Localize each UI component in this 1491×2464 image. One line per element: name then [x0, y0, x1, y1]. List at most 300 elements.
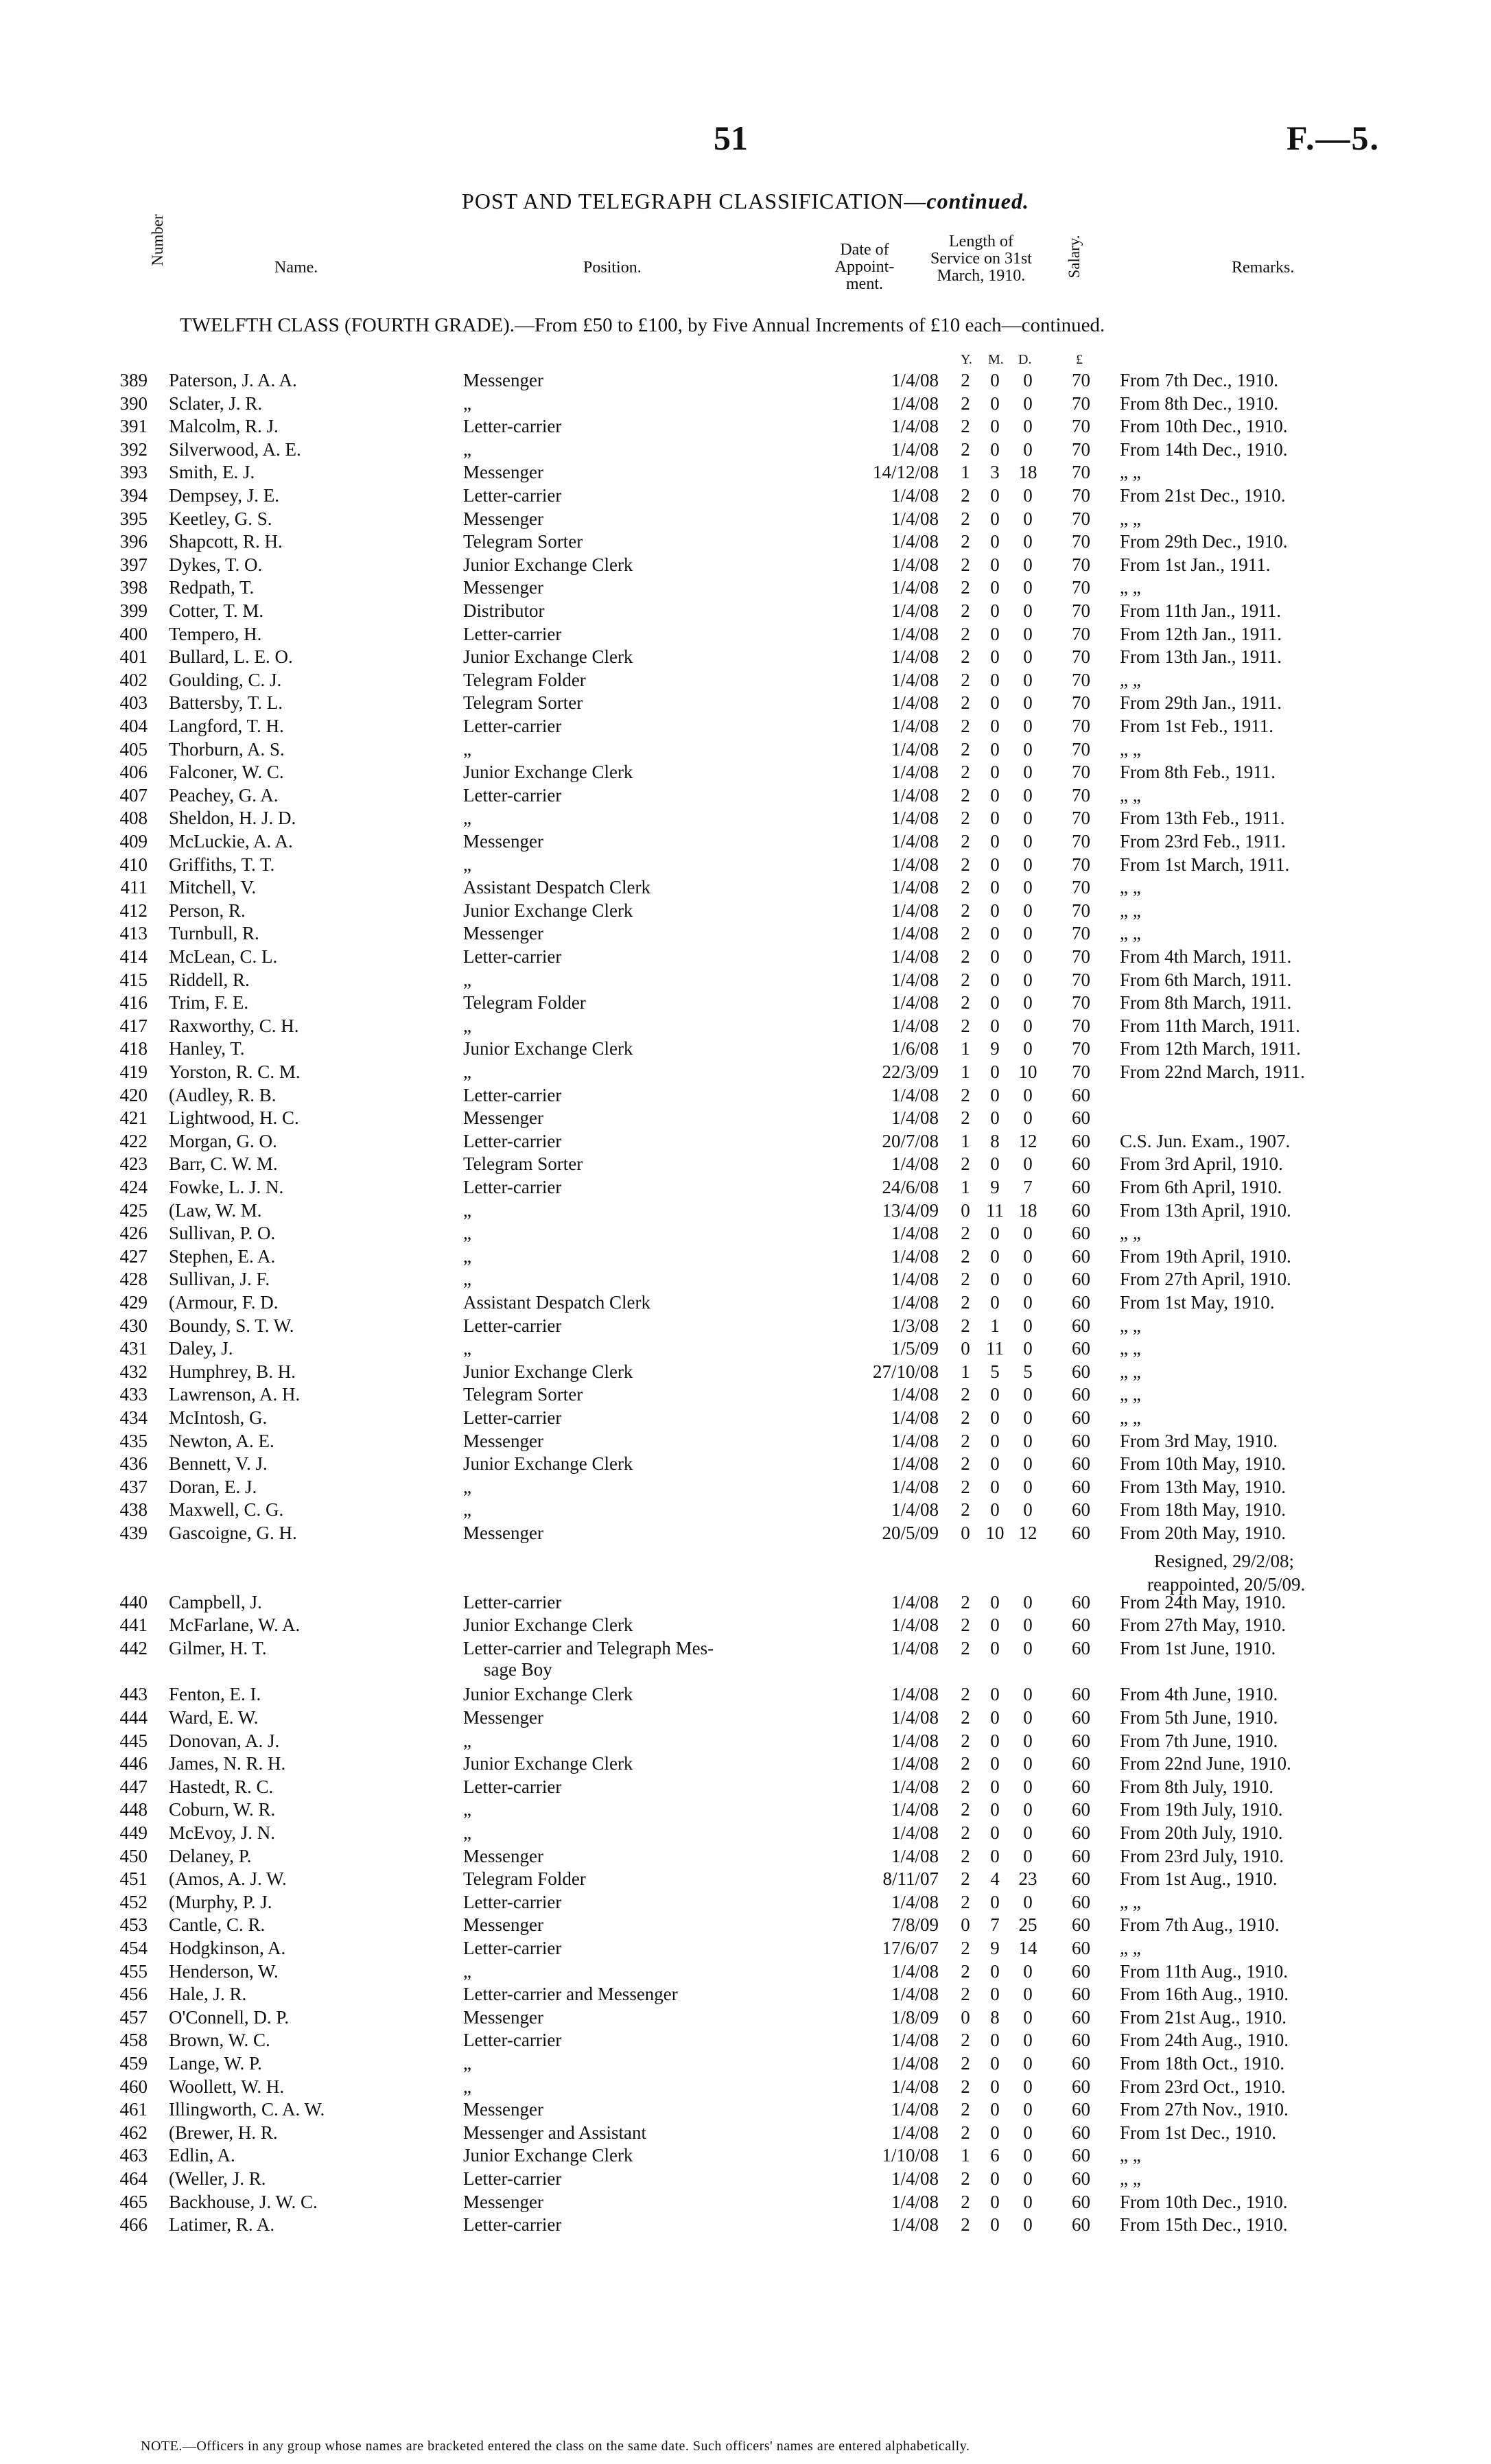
document-reference: F.—5. [1287, 119, 1380, 157]
row-years: 2 [961, 646, 970, 668]
row-months: 0 [990, 1684, 1000, 1705]
row-salary: 60 [1072, 1938, 1090, 1958]
row-days: 0 [1023, 2168, 1033, 2189]
row-position: Messenger [463, 1707, 543, 1728]
row-number: 414 [119, 946, 148, 967]
row-date: 1/4/08 [891, 2053, 939, 2074]
row-years: 2 [961, 1684, 970, 1705]
row-number: 407 [119, 784, 148, 806]
row-months: 4 [990, 1868, 1000, 1890]
row-number: 428 [119, 1269, 148, 1290]
row-salary: 60 [1072, 1315, 1090, 1336]
row-days: 0 [1023, 2191, 1033, 2212]
row-name: Backhouse, J. W. C. [169, 2191, 318, 2212]
row-number: 438 [119, 1499, 148, 1521]
row-months: 0 [990, 1015, 1000, 1036]
row-years: 0 [961, 2006, 970, 2028]
row-number: 452 [119, 1891, 148, 1912]
row-position: „ [463, 392, 471, 414]
row-days: 0 [1023, 2214, 1033, 2236]
table-row [0, 1268, 1491, 1291]
row-years: 2 [961, 923, 970, 944]
row-position: „ [463, 1730, 471, 1751]
row-date: 1/4/08 [891, 2168, 939, 2189]
row-position: Junior Exchange Clerk [463, 1753, 633, 1774]
row-remarks: From 13th May, 1910. [1120, 1476, 1286, 1497]
row-date: 1/4/08 [891, 1084, 939, 1105]
row-number: 416 [119, 992, 148, 1013]
row-salary: 60 [1072, 1199, 1090, 1221]
row-salary: 60 [1072, 1799, 1090, 1820]
row-remarks: From 10th Dec., 1910. [1120, 416, 1288, 437]
row-position: „ [463, 1061, 471, 1082]
row-name: Donovan, A. J. [169, 1730, 280, 1751]
row-position: „ [463, 1223, 471, 1244]
row-months: 3 [990, 462, 1000, 483]
table-row [0, 784, 1491, 808]
row-remarks: From 5th June, 1910. [1120, 1707, 1278, 1728]
row-months: 10 [985, 1523, 1005, 1543]
row-date: 1/4/08 [891, 1476, 939, 1497]
row-position: Messenger and Assistant [463, 2122, 646, 2143]
row-salary: 60 [1072, 1269, 1090, 1290]
row-remarks: From 1st May, 1910. [1120, 1292, 1275, 1313]
row-position: Junior Exchange Clerk [463, 900, 633, 921]
row-number: 422 [119, 1130, 148, 1151]
row-position: Messenger [463, 1914, 543, 1936]
row-number: 390 [119, 392, 148, 414]
row-months: 5 [990, 1361, 1000, 1382]
row-date: 1/4/08 [891, 1799, 939, 1820]
row-name: Fowke, L. J. N. [169, 1177, 284, 1197]
row-position: „ [463, 1499, 471, 1521]
row-salary: 60 [1072, 1476, 1090, 1497]
row-date: 1/4/08 [891, 1684, 939, 1705]
row-number: 456 [119, 1984, 148, 2005]
row-date: 1/4/08 [891, 508, 939, 529]
row-remarks: „ „ [1120, 462, 1141, 483]
row-salary: 60 [1072, 1591, 1090, 1612]
row-days: 0 [1023, 1891, 1033, 1912]
row-position: „ [463, 1960, 471, 1982]
row-salary: 60 [1072, 2214, 1090, 2236]
row-date: 7/8/09 [891, 1914, 939, 1936]
row-number: 413 [119, 923, 148, 944]
row-years: 2 [961, 2099, 970, 2120]
row-number: 442 [119, 1637, 148, 1658]
row-months: 0 [990, 2030, 1000, 2051]
row-days: 0 [1023, 784, 1033, 806]
row-name: Gascoigne, G. H. [169, 1523, 297, 1543]
row-years: 2 [961, 508, 970, 529]
row-remarks: From 1st Feb., 1911. [1120, 716, 1274, 736]
row-name: Griffiths, T. T. [169, 854, 275, 875]
row-salary: 60 [1072, 1914, 1090, 1936]
row-years: 2 [961, 554, 970, 575]
row-position: Letter-carrier [463, 416, 562, 437]
row-remarks: From 1st Dec., 1910. [1120, 2122, 1276, 2143]
row-remarks: „ „ [1120, 784, 1141, 806]
row-remarks: From 8th July, 1910. [1120, 1776, 1274, 1797]
row-days: 0 [1023, 438, 1033, 460]
row-name: Redpath, T. [169, 577, 255, 598]
row-days: 18 [1018, 1199, 1037, 1221]
row-months: 0 [990, 2168, 1000, 2189]
row-salary: 70 [1072, 762, 1090, 783]
row-number: 443 [119, 1684, 148, 1705]
row-months: 0 [990, 623, 1000, 644]
row-position: Junior Exchange Clerk [463, 1038, 633, 1059]
table-row [0, 2029, 1491, 2052]
row-date: 1/4/08 [891, 1984, 939, 2005]
row-months: 6 [990, 2145, 1000, 2166]
years-label: Y. [961, 352, 972, 367]
row-salary: 70 [1072, 1015, 1090, 1036]
row-number: 397 [119, 554, 148, 575]
row-number: 465 [119, 2191, 148, 2212]
table-row [0, 2076, 1491, 2099]
row-months: 0 [990, 531, 1000, 552]
row-position: Telegram Sorter [463, 1384, 583, 1405]
row-days: 0 [1023, 1799, 1033, 1820]
page-number: 51 [714, 119, 748, 157]
row-date: 1/4/08 [891, 762, 939, 783]
row-date: 1/4/08 [891, 808, 939, 829]
table-row [0, 1407, 1491, 1430]
table-row [0, 392, 1491, 416]
row-position: Telegram Sorter [463, 531, 583, 552]
row-years: 2 [961, 808, 970, 829]
row-name: Malcolm, R. J. [169, 416, 279, 437]
row-number: 406 [119, 762, 148, 783]
row-remarks: From 22nd March, 1911. [1120, 1061, 1305, 1082]
header-number: Number [149, 214, 166, 266]
row-days: 0 [1023, 1499, 1033, 1521]
row-salary: 60 [1072, 2145, 1090, 2166]
row-remarks: From 11th Jan., 1911. [1120, 600, 1281, 621]
table-row [0, 1983, 1491, 2006]
row-years: 2 [961, 1476, 970, 1497]
row-days: 0 [1023, 646, 1033, 668]
row-name: Daley, J. [169, 1338, 233, 1359]
row-months: 0 [990, 762, 1000, 783]
header-date: Date of Appoint-ment. [834, 241, 895, 294]
row-years: 2 [961, 600, 970, 621]
row-name: Maxwell, C. G. [169, 1499, 284, 1521]
row-months: 0 [990, 1107, 1000, 1129]
row-number: 446 [119, 1753, 148, 1774]
row-name: Illingworth, C. A. W. [169, 2099, 325, 2120]
row-date: 22/3/09 [882, 1061, 939, 1082]
row-remarks: C.S. Jun. Exam., 1907. [1120, 1130, 1291, 1151]
row-remarks: From 23rd Oct., 1910. [1120, 2076, 1286, 2097]
row-days: 0 [1023, 1292, 1033, 1313]
row-remarks: From 19th July, 1910. [1120, 1799, 1283, 1820]
row-date: 1/4/08 [891, 877, 939, 898]
row-date: 24/6/08 [882, 1177, 939, 1197]
row-years: 2 [961, 2168, 970, 2189]
row-days: 0 [1023, 1707, 1033, 1728]
row-position: Messenger [463, 370, 543, 390]
row-years: 2 [961, 969, 970, 990]
row-salary: 60 [1072, 1153, 1090, 1175]
row-years: 2 [961, 623, 970, 644]
row-years: 2 [961, 1015, 970, 1036]
row-salary: 70 [1072, 831, 1090, 852]
row-months: 0 [990, 646, 1000, 668]
table-row [0, 1476, 1491, 1499]
row-remarks: From 13th Jan., 1911. [1120, 646, 1282, 668]
row-remarks: From 19th April, 1910. [1120, 1245, 1291, 1267]
row-name: Cotter, T. M. [169, 600, 264, 621]
row-number: 457 [119, 2006, 148, 2028]
row-position: Messenger [463, 831, 543, 852]
row-position: „ [463, 1199, 471, 1221]
row-years: 2 [961, 831, 970, 852]
row-salary: 70 [1072, 854, 1090, 875]
row-date: 1/10/08 [882, 2145, 939, 2166]
row-days: 0 [1023, 716, 1033, 736]
row-position: Messenger [463, 462, 543, 483]
table-row [0, 1130, 1491, 1153]
row-salary: 60 [1072, 1891, 1090, 1912]
row-date: 1/4/08 [891, 1822, 939, 1843]
row-number: 389 [119, 370, 148, 390]
row-years: 2 [961, 2053, 970, 2074]
row-salary: 60 [1072, 1707, 1090, 1728]
row-days: 0 [1023, 2145, 1033, 2166]
row-salary: 70 [1072, 438, 1090, 460]
row-remarks: From 16th Aug., 1910. [1120, 1984, 1289, 2005]
row-months: 0 [990, 2122, 1000, 2143]
row-position: Telegram Sorter [463, 692, 583, 714]
row-date: 14/12/08 [872, 462, 939, 483]
table-row [0, 415, 1491, 438]
row-number: 424 [119, 1177, 148, 1197]
row-days: 18 [1018, 462, 1037, 483]
row-name: Woollett, W. H. [169, 2076, 285, 2097]
table-row [0, 1453, 1491, 1476]
row-salary: 70 [1072, 508, 1090, 529]
row-days: 0 [1023, 831, 1033, 852]
row-name: Henderson, W. [169, 1960, 279, 1982]
row-years: 1 [961, 1038, 970, 1059]
row-remarks: „ „ [1120, 1315, 1141, 1336]
row-position: „ [463, 2053, 471, 2074]
row-months: 0 [990, 1707, 1000, 1728]
row-remarks: From 27th April, 1910. [1120, 1269, 1291, 1290]
row-days: 0 [1023, 2030, 1033, 2051]
row-remarks: From 6th April, 1910. [1120, 1177, 1282, 1197]
row-years: 2 [961, 762, 970, 783]
row-days: 23 [1018, 1868, 1037, 1890]
table-row [0, 1291, 1491, 1315]
row-remarks: From 22nd June, 1910. [1120, 1753, 1291, 1774]
row-years: 2 [961, 370, 970, 390]
row-date: 1/4/08 [891, 2122, 939, 2143]
row-days: 5 [1023, 1361, 1033, 1382]
row-years: 2 [961, 1245, 970, 1267]
row-months: 0 [990, 1430, 1000, 1451]
row-date: 1/4/08 [891, 923, 939, 944]
row-name: McLuckie, A. A. [169, 831, 293, 852]
row-date: 1/4/08 [891, 1776, 939, 1797]
table-row [0, 1683, 1491, 1706]
row-date: 1/4/08 [891, 1107, 939, 1129]
row-number: 412 [119, 900, 148, 921]
row-remarks: From 10th Dec., 1910. [1120, 2191, 1288, 2212]
row-name: Stephen, E. A. [169, 1245, 276, 1267]
row-remarks: From 20th May, 1910. [1120, 1523, 1286, 1543]
row-name: Langford, T. H. [169, 716, 284, 736]
row-position: Letter-carrier [463, 946, 562, 967]
row-salary: 60 [1072, 1753, 1090, 1774]
table-row [0, 922, 1491, 946]
row-months: 7 [990, 1914, 1000, 1936]
row-months: 0 [990, 2191, 1000, 2212]
row-months: 0 [990, 1245, 1000, 1267]
row-remarks: From 27th Nov., 1910. [1120, 2099, 1289, 2120]
row-name: Sheldon, H. J. D. [169, 808, 296, 829]
row-position: Letter-carrier [463, 485, 562, 506]
row-number: 405 [119, 738, 148, 760]
row-months: 0 [990, 992, 1000, 1013]
row-years: 2 [961, 1615, 970, 1636]
row-days: 0 [1023, 554, 1033, 575]
table-row [0, 1798, 1491, 1822]
row-months: 0 [990, 831, 1000, 852]
row-salary: 70 [1072, 738, 1090, 760]
row-salary: 70 [1072, 600, 1090, 621]
row-remarks: From 6th March, 1911. [1120, 969, 1292, 990]
row-position: Letter-carrier [463, 1891, 562, 1912]
row-position: „ [463, 1338, 471, 1359]
row-days: 0 [1023, 1822, 1033, 1843]
row-name: Yorston, R. C. M. [169, 1061, 301, 1082]
row-position: „ [463, 738, 471, 760]
row-salary: 60 [1072, 1407, 1090, 1428]
row-months: 0 [990, 784, 1000, 806]
row-years: 2 [961, 1845, 970, 1866]
row-number: 399 [119, 600, 148, 621]
row-days: 0 [1023, 1153, 1033, 1175]
table-row [0, 715, 1491, 738]
row-years: 2 [961, 1223, 970, 1244]
row-days: 0 [1023, 1453, 1033, 1475]
row-salary: 70 [1072, 646, 1090, 668]
row-number: 458 [119, 2030, 148, 2051]
row-date: 1/4/08 [891, 2030, 939, 2051]
table-row [0, 1522, 1491, 1545]
row-number: 430 [119, 1315, 148, 1336]
row-position: Telegram Folder [463, 669, 586, 690]
row-position: Junior Exchange Clerk [463, 1453, 633, 1475]
row-months: 1 [990, 1315, 1000, 1336]
row-position: Letter-carrier [463, 1591, 562, 1612]
row-number: 417 [119, 1015, 148, 1036]
table-row [0, 807, 1491, 830]
row-date: 1/4/08 [891, 1891, 939, 1912]
row-date: 1/6/08 [891, 1038, 939, 1059]
row-position: Letter-carrier [463, 716, 562, 736]
row-salary: 70 [1072, 946, 1090, 967]
row-months: 0 [990, 716, 1000, 736]
grade-heading: TWELFTH CLASS (FOURTH GRADE).—From £50 to £100, by Five Annual Increments of £10 each—continued. [180, 314, 1105, 336]
row-years: 2 [961, 1591, 970, 1612]
row-months: 9 [990, 1038, 1000, 1059]
row-years: 2 [961, 1453, 970, 1475]
row-position: Junior Exchange Clerk [463, 554, 633, 575]
row-days: 7 [1023, 1177, 1033, 1197]
row-months: 9 [990, 1938, 1000, 1958]
row-date: 1/4/08 [891, 854, 939, 875]
row-years: 2 [961, 2214, 970, 2236]
row-number: 398 [119, 577, 148, 598]
table-row [0, 646, 1491, 669]
row-salary: 70 [1072, 485, 1090, 506]
row-years: 2 [961, 946, 970, 967]
row-months: 0 [990, 946, 1000, 967]
row-days: 0 [1023, 2099, 1033, 2120]
row-date: 1/4/08 [891, 2191, 939, 2212]
row-salary: 70 [1072, 554, 1090, 575]
row-date: 1/4/08 [891, 1591, 939, 1612]
row-years: 2 [961, 1707, 970, 1728]
row-date: 1/4/08 [891, 784, 939, 806]
row-days: 0 [1023, 1269, 1033, 1290]
row-years: 2 [961, 1637, 970, 1658]
row-days: 0 [1023, 808, 1033, 829]
row-months: 9 [990, 1177, 1000, 1197]
table-row [0, 1084, 1491, 1107]
table-row [0, 623, 1491, 646]
row-remarks: From 13th Feb., 1911. [1120, 808, 1285, 829]
row-salary: 60 [1072, 1430, 1090, 1451]
row-number: 415 [119, 969, 148, 990]
row-remarks: „ „ [1120, 508, 1141, 529]
row-number: 435 [119, 1430, 148, 1451]
row-years: 2 [961, 2122, 970, 2143]
row-position: Junior Exchange Clerk [463, 1684, 633, 1705]
row-date: 1/4/08 [891, 900, 939, 921]
row-years: 2 [961, 1822, 970, 1843]
row-number: 432 [119, 1361, 148, 1382]
row-days: 0 [1023, 1684, 1033, 1705]
row-years: 2 [961, 2076, 970, 2097]
row-years: 0 [961, 1523, 970, 1543]
row-days: 0 [1023, 508, 1033, 529]
row-name: Ward, E. W. [169, 1707, 259, 1728]
row-months: 0 [990, 669, 1000, 690]
table-row [0, 738, 1491, 762]
row-number: 394 [119, 485, 148, 506]
row-name: Paterson, J. A. A. [169, 370, 297, 390]
row-years: 2 [961, 1776, 970, 1797]
table-row [0, 369, 1491, 392]
row-days: 0 [1023, 2076, 1033, 2097]
row-number: 464 [119, 2168, 148, 2189]
row-salary: 60 [1072, 2191, 1090, 2212]
row-days: 0 [1023, 1407, 1033, 1428]
table-row [0, 1614, 1491, 1637]
row-remarks: From 1st Jan., 1911. [1120, 554, 1271, 575]
row-position: Messenger [463, 923, 543, 944]
row-remarks: From 12th March, 1911. [1120, 1038, 1301, 1059]
row-number: 444 [119, 1707, 148, 1728]
row-date: 1/4/08 [891, 969, 939, 990]
row-position: „ [463, 1245, 471, 1267]
row-number: 393 [119, 462, 148, 483]
